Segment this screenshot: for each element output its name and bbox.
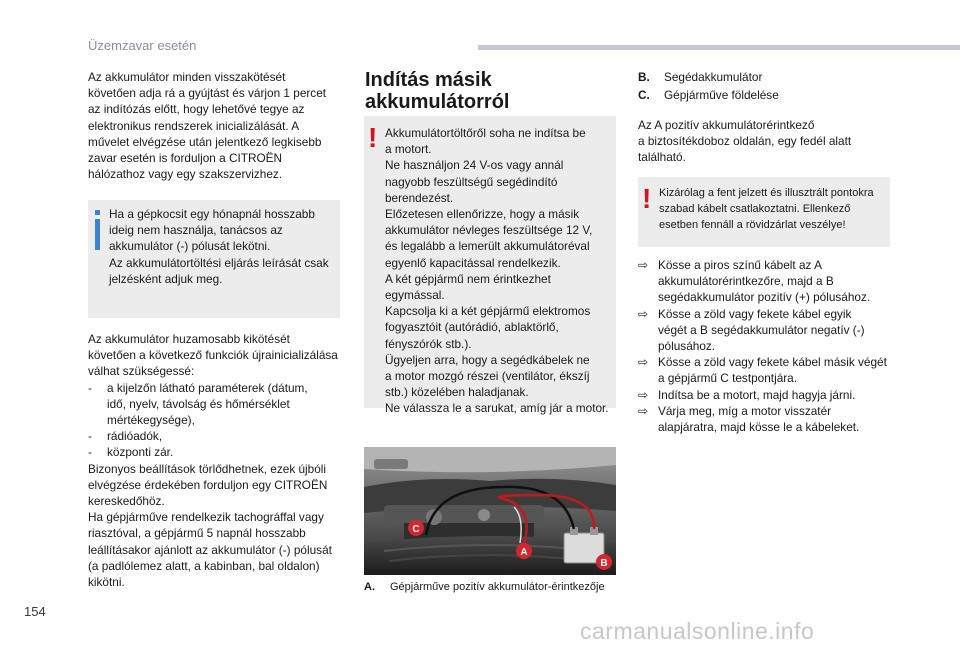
label-a: A bbox=[520, 547, 528, 558]
label-b: B bbox=[600, 558, 608, 569]
info-icon bbox=[95, 210, 100, 250]
terminal-location-paragraph: Az A pozitív akkumulátorérintkező a biztosítékdoboz oldalán, egy fedél alatt található. bbox=[638, 118, 852, 165]
procedure-steps bbox=[638, 257, 908, 435]
list-item: ⇨ Kösse a zöld vagy fekete kábel egyik végét a B segédakkumulátor negatív (-) pólusához. bbox=[638, 306, 865, 354]
legend-item: C. Gépjárműve földelése bbox=[638, 88, 779, 103]
warning-box: ! Akkumulátortöltőről soha ne indítsa be a motort. Ne használjon 24 V-os vagy annál nagyobb feszültségű segédindító berendezést. Előzetesen ellenőrizze, hogy a másik akkumulátor névleges feszültsége 12 V, és legalább a lemerült akkumulátoréval egyenlő kapacitással rendelkezik. A két gépjármű nem érintkezhet egymással. Kapcsolja ki a két gépjármű elektromos fogyasztóit (autórádió, ablaktörlő, fényszórók stb.). Ügyeljen arra, hogy a segédkábelek ne a motor mozgó részei (ventilátor, ékszíj stb.) közelében haladjanak. Ne válassza le a sarukat, amíg jár a motor. bbox=[364, 116, 616, 408]
arrow-icon: ⇨ bbox=[638, 258, 648, 272]
info-box: Ha a gépkocsit egy hónapnál hosszabb ideig nem használja, tanácsos az akkumulátor (-) pólusát lekötni. Az akkumulátortöltési eljárás leírását csak jelzésként adjuk meg. bbox=[88, 200, 340, 318]
legend-item: B. Segédakkumulátor bbox=[638, 70, 763, 84]
reinit-list bbox=[88, 380, 348, 461]
arrow-icon: ⇨ bbox=[638, 403, 648, 418]
watermark: carmanualsonline.info bbox=[580, 618, 815, 644]
list-item: - központi zár. bbox=[88, 445, 174, 460]
list-item: - rádióadók, bbox=[88, 429, 163, 444]
intro-paragraph: Az akkumulátor minden visszakötését követően adja rá a gyújtást és várjon 1 percet az indítózás előtt, hogy lehetővé tegye az elektronikus rendszerek inicializálását. A művelet elvégzése után jelentkező legkisebb zavar esetén is forduljon a CITROËN hálózathoz vagy egy szakszervizhez. bbox=[88, 70, 327, 182]
section-heading: Indítás másik akkumulátorról bbox=[365, 69, 510, 113]
warning-icon: ! bbox=[642, 183, 652, 214]
warning-box-short-circuit: ! Kizárólag a fent jelzett és illusztrált pontokra szabad kábelt csatlakoztatni. Ellenkező esetben fennáll a rövidzárlat veszélye! bbox=[638, 177, 890, 247]
section-title: Üzemzavar esetén bbox=[88, 38, 197, 53]
warning-icon: ! bbox=[368, 122, 378, 153]
photo-legend bbox=[638, 69, 779, 103]
list-item: ⇨ Kösse a zöld vagy fekete kábel másik végét a gépjármű C testpontjára. bbox=[638, 355, 887, 386]
photo-caption: A. Gépjárműve pozitív akkumulátor-érintkezője bbox=[364, 581, 605, 593]
arrow-icon: ⇨ bbox=[638, 306, 648, 321]
header-rule bbox=[478, 45, 960, 50]
list-item: ⇨ Kösse a piros színű kábelt az A akkumulátorérintkezőre, majd a B segédakkumulátor pozitív (+) pólusához. bbox=[638, 258, 871, 305]
arrow-icon: ⇨ bbox=[638, 355, 648, 370]
list-item: ⇨ Várja meg, míg a motor visszatér alapjáratra, majd kösse le a kábeleket. bbox=[638, 403, 860, 435]
arrow-icon: ⇨ bbox=[638, 387, 648, 402]
reinit-section: Az akkumulátor huzamosabb kikötését követően a következő funkciók újrainicializálása válhat szükségessé: - a kijelzőn látható paraméterek (dátum, idő, nyelv, távolság és hőmérséklet mértékegysége), - rádióadók, - központi zár. Bizonyos beállítások törlődhetnek, ezek újbóli elvégzése érdekében forduljon egy CITROËN kereskedőhöz. Ha gépjárműve rendelkezik tachográffal vagy riasztóval, a gépjármű 5 napnál hosszabb leállításakor ajánlott az akkumulátor (-) pólusát (a padlólemez alatt, a kabinban, bal oldalon) kikötni. bbox=[88, 331, 348, 590]
label-c: C bbox=[412, 524, 420, 535]
list-item: - a kijelzőn látható paraméterek (dátum, idő, nyelv, távolság és hőmérséklet mértékegysége), bbox=[88, 380, 308, 428]
page-number: 154 bbox=[24, 604, 46, 619]
list-item: ⇨ Indítsa be a motort, majd hagyja járni. bbox=[638, 387, 856, 402]
engine-bay-photo bbox=[364, 447, 616, 575]
